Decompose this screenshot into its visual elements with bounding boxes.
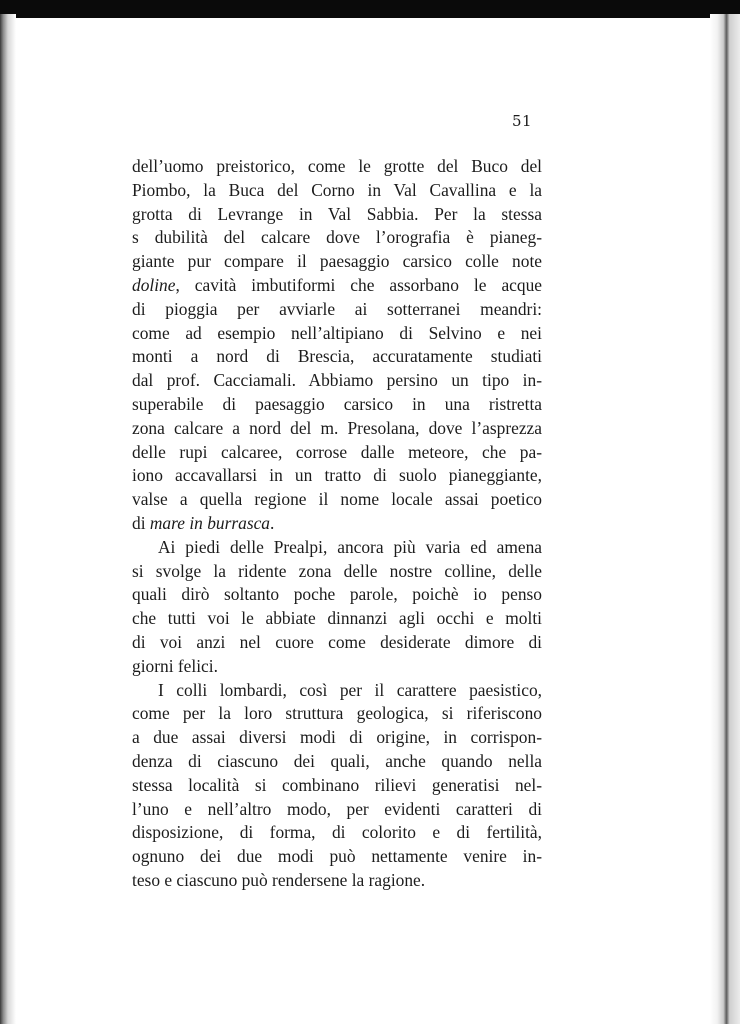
text-line: iono accavallarsi in un tratto di suolo pianeggiante,: [132, 465, 542, 486]
text-line: valse a quella regione il nome locale assai poetico: [132, 489, 542, 510]
paragraph: [132, 155, 542, 536]
text-line: zona calcare a nord del m. Presolana, dove l’asprezza: [132, 417, 542, 438]
paragraph: [132, 679, 542, 893]
text-line: l’uno e nell’altro modo, per evidenti caratteri di: [132, 798, 542, 819]
paragraph: [132, 536, 542, 679]
text-line: si svolge la ridente zona delle nostre colline, delle: [132, 560, 542, 581]
text-line: che tutti voi le abbiate dinnanzi agli occhi e molti: [132, 608, 542, 629]
text-line: monti a nord di Brescia, accuratamente studiati: [132, 346, 542, 367]
text-line: I colli lombardi, così per il carattere paesistico,: [158, 679, 542, 700]
text-line: come per la loro struttura geologica, si riferiscono: [132, 703, 542, 724]
scan-left-edge: [0, 14, 16, 1024]
text-line: a due assai diversi modi di origine, in corrispon-: [132, 727, 542, 748]
text-line: dal prof. Cacciamali. Abbiamo persino un tipo in-: [132, 370, 542, 391]
body-text: [132, 155, 542, 893]
text-line: di voi anzi nel cuore come desiderate dimore di: [132, 631, 542, 652]
text-line: Ai piedi delle Prealpi, ancora più varia ed amena: [158, 536, 542, 557]
text-line: s dubilità del calcare dove l’orografia è pianeg-: [132, 227, 542, 248]
text-line: delle rupi calcaree, corrose dalle meteore, che pa-: [132, 441, 542, 462]
scan-top-border: [0, 0, 740, 18]
text-line: disposizione, di forma, di colorito e di fertilità,: [132, 822, 542, 843]
text-line: superabile di paesaggio carsico in una ristretta: [132, 393, 542, 414]
text-line: quali dirò soltanto poche parole, poichè io penso: [132, 584, 542, 605]
text-line: denza di ciascuno dei quali, anche quando nella: [132, 750, 542, 771]
text-line: Piombo, la Buca del Corno in Val Cavallina e la: [132, 179, 542, 200]
italic-term: mare in burrasca: [149, 512, 270, 533]
text-line: giorni felici.: [132, 655, 218, 676]
text-line: di mare in burrasca.: [132, 512, 275, 533]
text-line: giante pur compare il paesaggio carsico colle note: [132, 251, 542, 272]
text-line: come ad esempio nell’altipiano di Selvino e nei: [132, 322, 542, 343]
text-line: doline, cavità imbutiformi che assorbano le acque: [132, 274, 542, 295]
scan-right-edge: [710, 14, 740, 1024]
text-line: ognuno dei due modi può nettamente venire in-: [132, 846, 542, 867]
text-line: grotta di Levrange in Val Sabbia. Per la stessa: [132, 203, 542, 224]
text-line: teso e ciascuno può rendersene la ragione.: [132, 869, 426, 890]
text-line: di pioggia per avviarle ai sotterranei meandri:: [132, 298, 542, 319]
page-number: 51: [512, 112, 533, 130]
text-line: stessa località si combinano rilievi generatisi nel-: [132, 774, 542, 795]
italic-term: doline: [132, 274, 176, 295]
text-line: dell’uomo preistorico, come le grotte del Buco del: [132, 156, 542, 176]
